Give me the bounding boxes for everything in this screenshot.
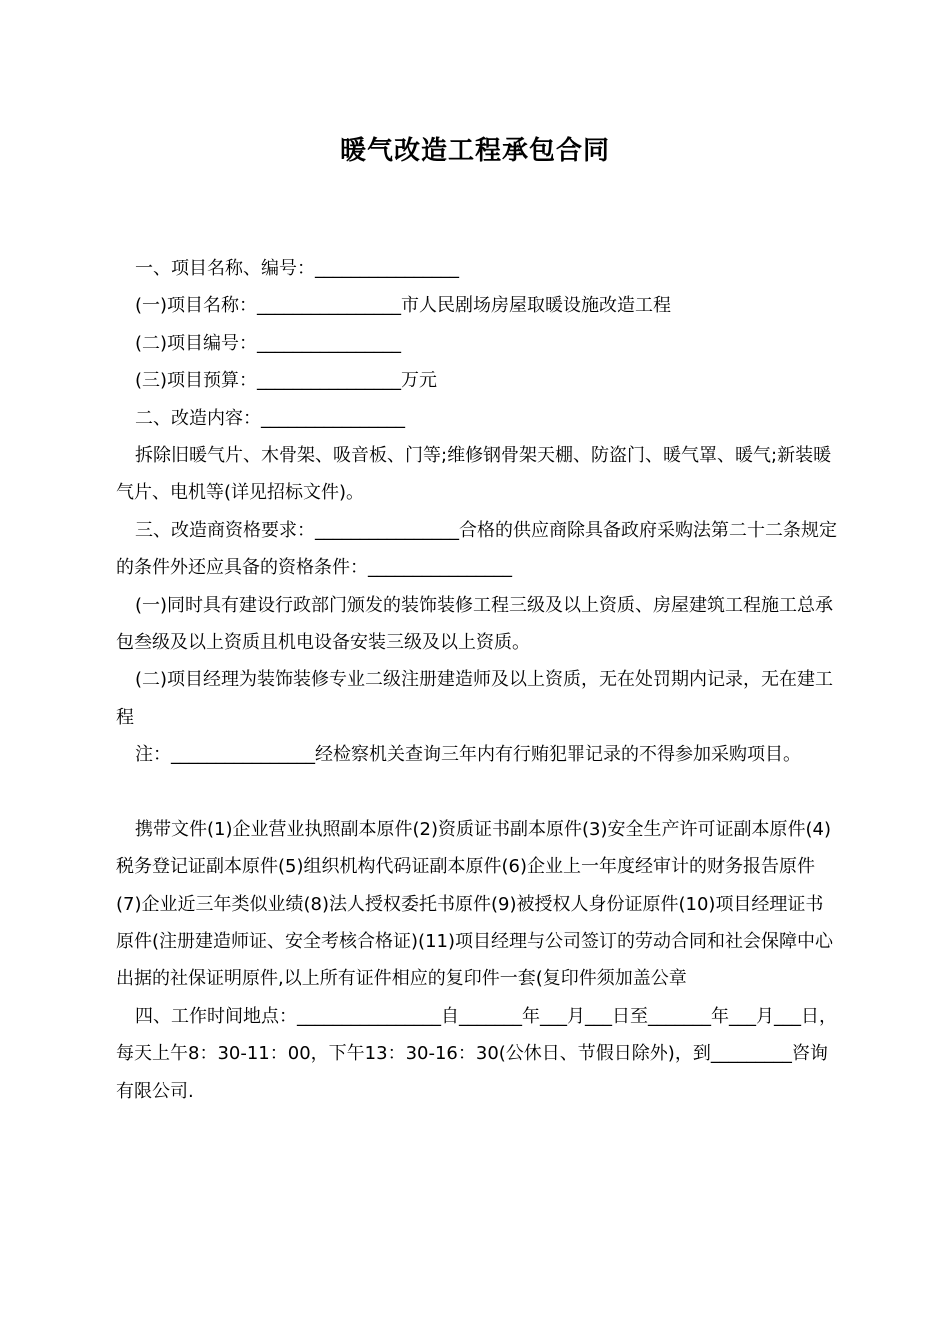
- paragraph-qualification-requirements: 三、改造商资格要求：________________合格的供应商除具备政府采购法第二十二条规定的条件外还应具备的资格条件：________________: [116, 519, 837, 579]
- document-title: 暖气改造工程承包合同: [339, 136, 610, 166]
- paragraph-work-time-location: 四、工作时间地点：________________自_______年___月___日至_______年___月___日，每天上午8：30-11：00，下午13：30-16：30(公休日、节假日除外)，到_________咨询有限公司.: [116, 1005, 837, 1102]
- paragraph-note: 注：________________经检察机关查询三年内有行贿犯罪记录的不得参加采购项目。: [135, 744, 801, 766]
- paragraph-qualification-two: (二)项目经理为装饰装修专业二级注册建造师及以上资质，无在处罚期内记录，无在建工程: [116, 669, 834, 728]
- paragraph-project-name-number: 一、项目名称、编号：________________: [135, 258, 459, 279]
- paragraph-project-name: (一)项目名称：________________市人民剧场房屋取暖设施改造工程: [135, 295, 672, 317]
- document-body: [116, 250, 838, 1110]
- paragraph-spacer: [116, 774, 838, 811]
- paragraph-project-budget: (三)项目预算：________________万元: [135, 370, 438, 392]
- paragraph-renovation-content: 二、改造内容：________________: [135, 407, 405, 429]
- paragraph-renovation-details: 拆除旧暖气片、木骨架、吸音板、门等;维修钢骨架天棚、防盗门、暖气罩、暖气;新装暖气片、电机等(详见招标文件)。: [116, 445, 832, 504]
- paragraph-qualification-one: (一)同时具有建设行政部门颁发的装饰装修工程三级及以上资质、房屋建筑工程施工总承包叁级及以上资质且机电设备安装三级及以上资质。: [116, 594, 834, 654]
- paragraph-project-number: (二)项目编号：________________: [135, 332, 402, 354]
- paragraph-required-documents: 携带文件(1)企业营业执照副本原件(2)资质证书副本原件(3)安全生产许可证副本原件(4)税务登记证副本原件(5)组织机构代码证副本原件(6)企业上一年度经审计的财务报告原件(7)企业近三年类似业绩(8)法人授权委托书原件(9)被授权人身份证原件(10)项目经理证书原件(注册建造师证、安全考核合格证)(11)项目经理与公司签订的劳动合同和社会保障中心出据的社保证明原件,以上所有证件相应的复印件一套(复印件须加盖公章: [116, 818, 833, 990]
